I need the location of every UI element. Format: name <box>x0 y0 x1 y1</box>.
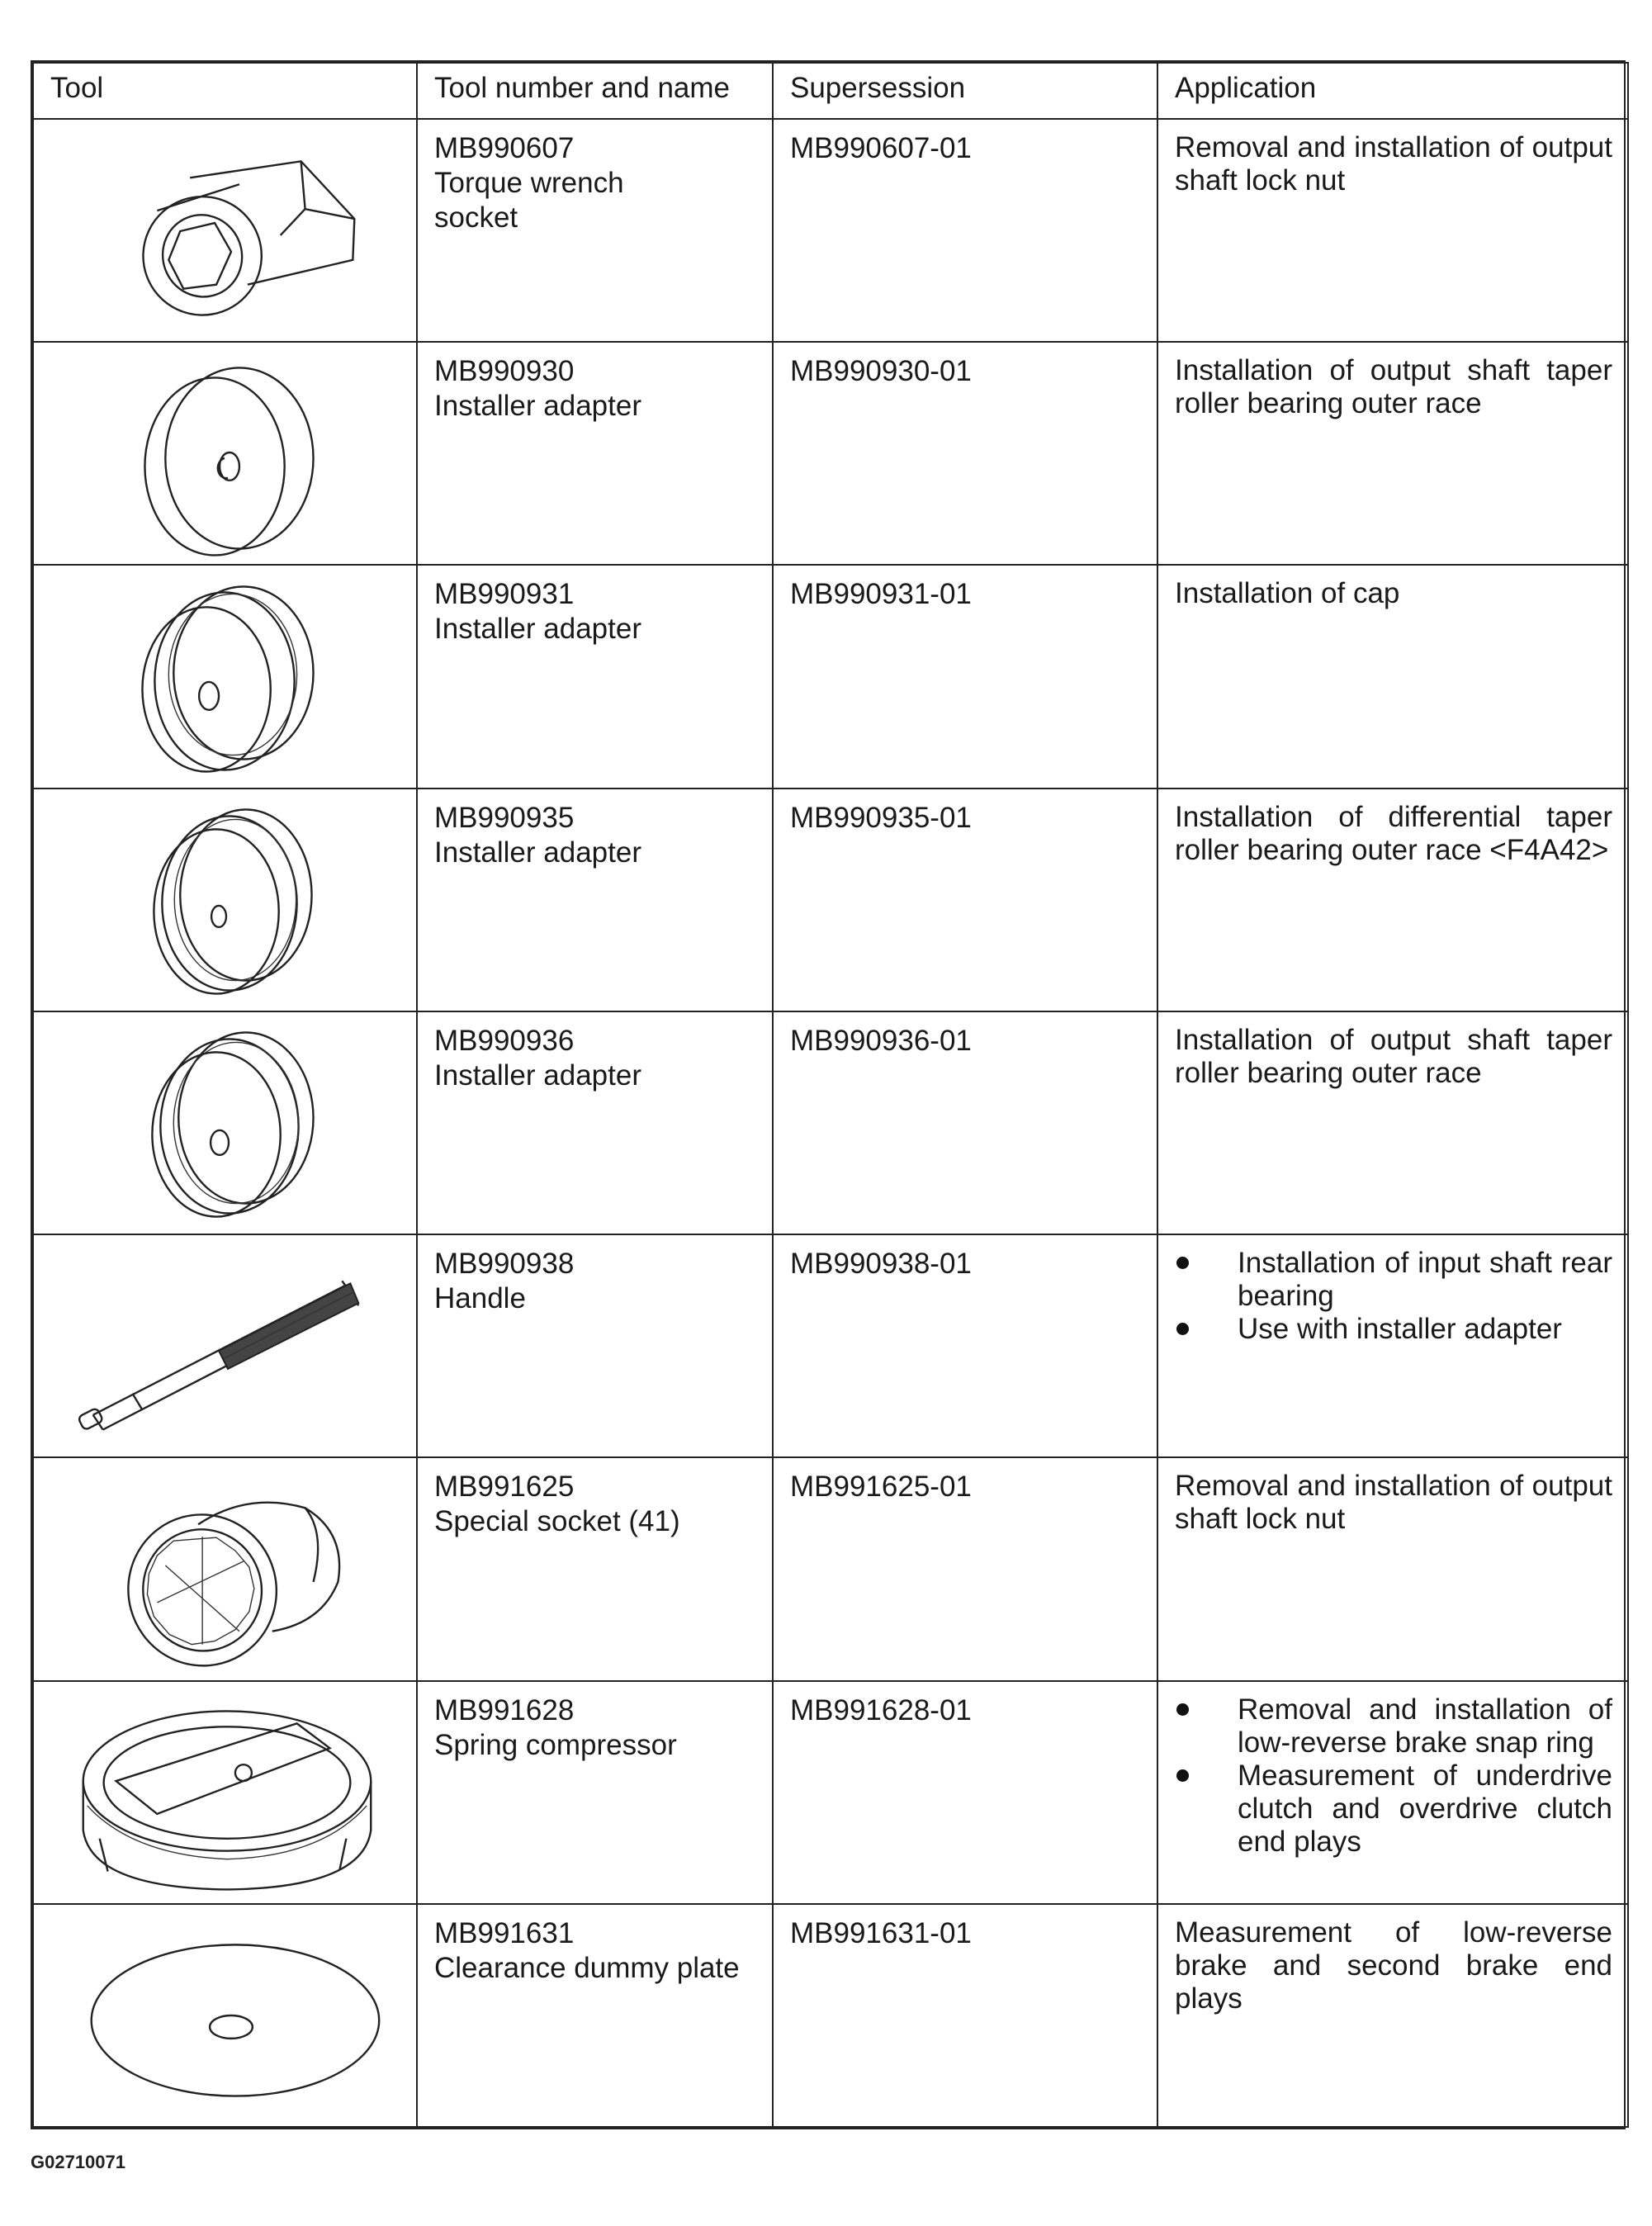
supersession-number: MB991631-01 <box>790 1916 972 1949</box>
tool-number: MB990935 <box>434 801 575 834</box>
tool-name: Torque wrench socket <box>434 167 624 234</box>
tool-number-name-cell <box>417 565 773 788</box>
tool-image-cell <box>33 1234 417 1457</box>
tool-number-name-cell <box>417 342 773 565</box>
application-text: Installation of output shaft taper roller bearing outer race <box>1175 1023 1612 1089</box>
tool-number-name-cell <box>417 119 773 342</box>
table-header-row <box>33 63 1628 119</box>
header-tool-number-name: Tool number and name <box>417 63 773 119</box>
tool-image-cell <box>33 565 417 788</box>
tool-name: Handle <box>434 1282 526 1315</box>
application-text: Removal and installation of output shaft lock nut <box>1175 1470 1612 1536</box>
tool-number-name-cell <box>417 1904 773 2127</box>
supersession-cell <box>773 119 1157 342</box>
special-socket-icon <box>34 1458 416 1679</box>
tool-image-cell <box>33 1011 417 1234</box>
application-bullet-item: Measurement of underdrive clutch and overdrive clutch end plays <box>1175 1759 1612 1859</box>
installer-adapter-icon <box>34 566 416 787</box>
tool-name: Spring compressor <box>434 1728 677 1761</box>
supersession-cell <box>773 1457 1157 1680</box>
application-bullet-list <box>1175 1247 1612 1346</box>
table-row <box>33 342 1628 565</box>
application-cell <box>1157 1011 1628 1234</box>
tool-number: MB990930 <box>434 355 575 388</box>
table-row <box>33 1011 1628 1234</box>
application-cell <box>1157 1234 1628 1457</box>
special-tools-table <box>32 62 1629 2128</box>
tool-name: Installer adapter <box>434 836 641 869</box>
application-cell <box>1157 1904 1628 2127</box>
supersession-number: MB990938-01 <box>790 1248 972 1281</box>
tool-number-name-cell <box>417 1681 773 1904</box>
clearance-dummy-plate-icon <box>34 1905 416 2126</box>
tool-image-cell <box>33 1681 417 1904</box>
table-row <box>33 1681 1628 1904</box>
supersession-number: MB990931-01 <box>790 578 972 611</box>
supersession-number: MB990930-01 <box>790 355 972 388</box>
header-supersession: Supersession <box>773 63 1157 119</box>
tool-image-cell <box>33 789 417 1011</box>
header-application: Application <box>1157 63 1628 119</box>
supersession-cell <box>773 1011 1157 1234</box>
application-cell <box>1157 1681 1628 1904</box>
table-row <box>33 565 1628 788</box>
tool-number: MB990607 <box>434 132 575 164</box>
tool-number-name-cell <box>417 1011 773 1234</box>
tool-number: MB991631 <box>434 1916 575 1949</box>
tool-number: MB990938 <box>434 1248 575 1281</box>
application-bullet-list <box>1175 1693 1612 1859</box>
header-tool: Tool <box>33 63 417 119</box>
table-row <box>33 789 1628 1011</box>
supersession-cell <box>773 789 1157 1011</box>
application-text: Installation of differential taper roller bearing outer race <F4A42> <box>1175 800 1612 866</box>
tool-number: MB991625 <box>434 1471 575 1504</box>
tool-number: MB990931 <box>434 578 575 611</box>
tool-number: MB991628 <box>434 1693 575 1726</box>
tool-name: Installer adapter <box>434 390 641 423</box>
application-cell <box>1157 342 1628 565</box>
tool-image-cell <box>33 119 417 342</box>
application-bullet-item: Removal and installation of low-reverse brake snap ring <box>1175 1693 1612 1759</box>
tool-name: Installer adapter <box>434 1059 641 1092</box>
tool-name: Special socket (41) <box>434 1505 680 1538</box>
supersession-cell <box>773 1234 1157 1457</box>
tool-number-name-cell <box>417 1457 773 1680</box>
supersession-cell <box>773 565 1157 788</box>
application-bullet-item: Installation of input shaft rear bearing <box>1175 1247 1612 1313</box>
supersession-number: MB990936-01 <box>790 1024 972 1057</box>
application-text: Installation of output shaft taper roller bearing outer race <box>1175 354 1612 420</box>
supersession-number: MB991628-01 <box>790 1693 972 1726</box>
tool-name: Clearance dummy plate <box>434 1951 740 1984</box>
application-text: Removal and installation of output shaft lock nut <box>1175 131 1612 197</box>
application-cell <box>1157 789 1628 1011</box>
torque-wrench-socket-icon <box>34 120 416 341</box>
application-cell <box>1157 1457 1628 1680</box>
table-row <box>33 1904 1628 2127</box>
tool-name: Installer adapter <box>434 613 641 646</box>
application-bullet-item: Use with installer adapter <box>1175 1313 1612 1346</box>
application-text: Installation of cap <box>1175 577 1400 610</box>
table-row <box>33 1234 1628 1457</box>
tool-image-cell <box>33 342 417 565</box>
tool-image-cell <box>33 1457 417 1680</box>
supersession-cell <box>773 1904 1157 2127</box>
table-row <box>33 1457 1628 1680</box>
tool-number-name-cell <box>417 1234 773 1457</box>
tool-number: MB990936 <box>434 1024 575 1057</box>
tool-number-name-cell <box>417 789 773 1011</box>
spring-compressor-icon <box>34 1682 416 1903</box>
supersession-number: MB990935-01 <box>790 801 972 834</box>
figure-reference-code: G02710071 <box>31 2152 125 2172</box>
supersession-cell <box>773 342 1157 565</box>
tool-image-cell <box>33 1904 417 2127</box>
application-text: Measurement of low-reverse brake and second brake end plays <box>1175 1916 1612 2015</box>
installer-adapter-icon <box>34 789 416 1011</box>
application-cell <box>1157 565 1628 788</box>
supersession-number: MB991625-01 <box>790 1471 972 1504</box>
special-tools-table-frame <box>31 60 1626 2129</box>
supersession-number: MB990607-01 <box>790 132 972 164</box>
installer-adapter-icon <box>34 1012 416 1234</box>
table-row <box>33 119 1628 342</box>
application-cell <box>1157 119 1628 342</box>
installer-adapter-icon <box>34 343 416 564</box>
handle-icon <box>34 1235 416 1456</box>
supersession-cell <box>773 1681 1157 1904</box>
